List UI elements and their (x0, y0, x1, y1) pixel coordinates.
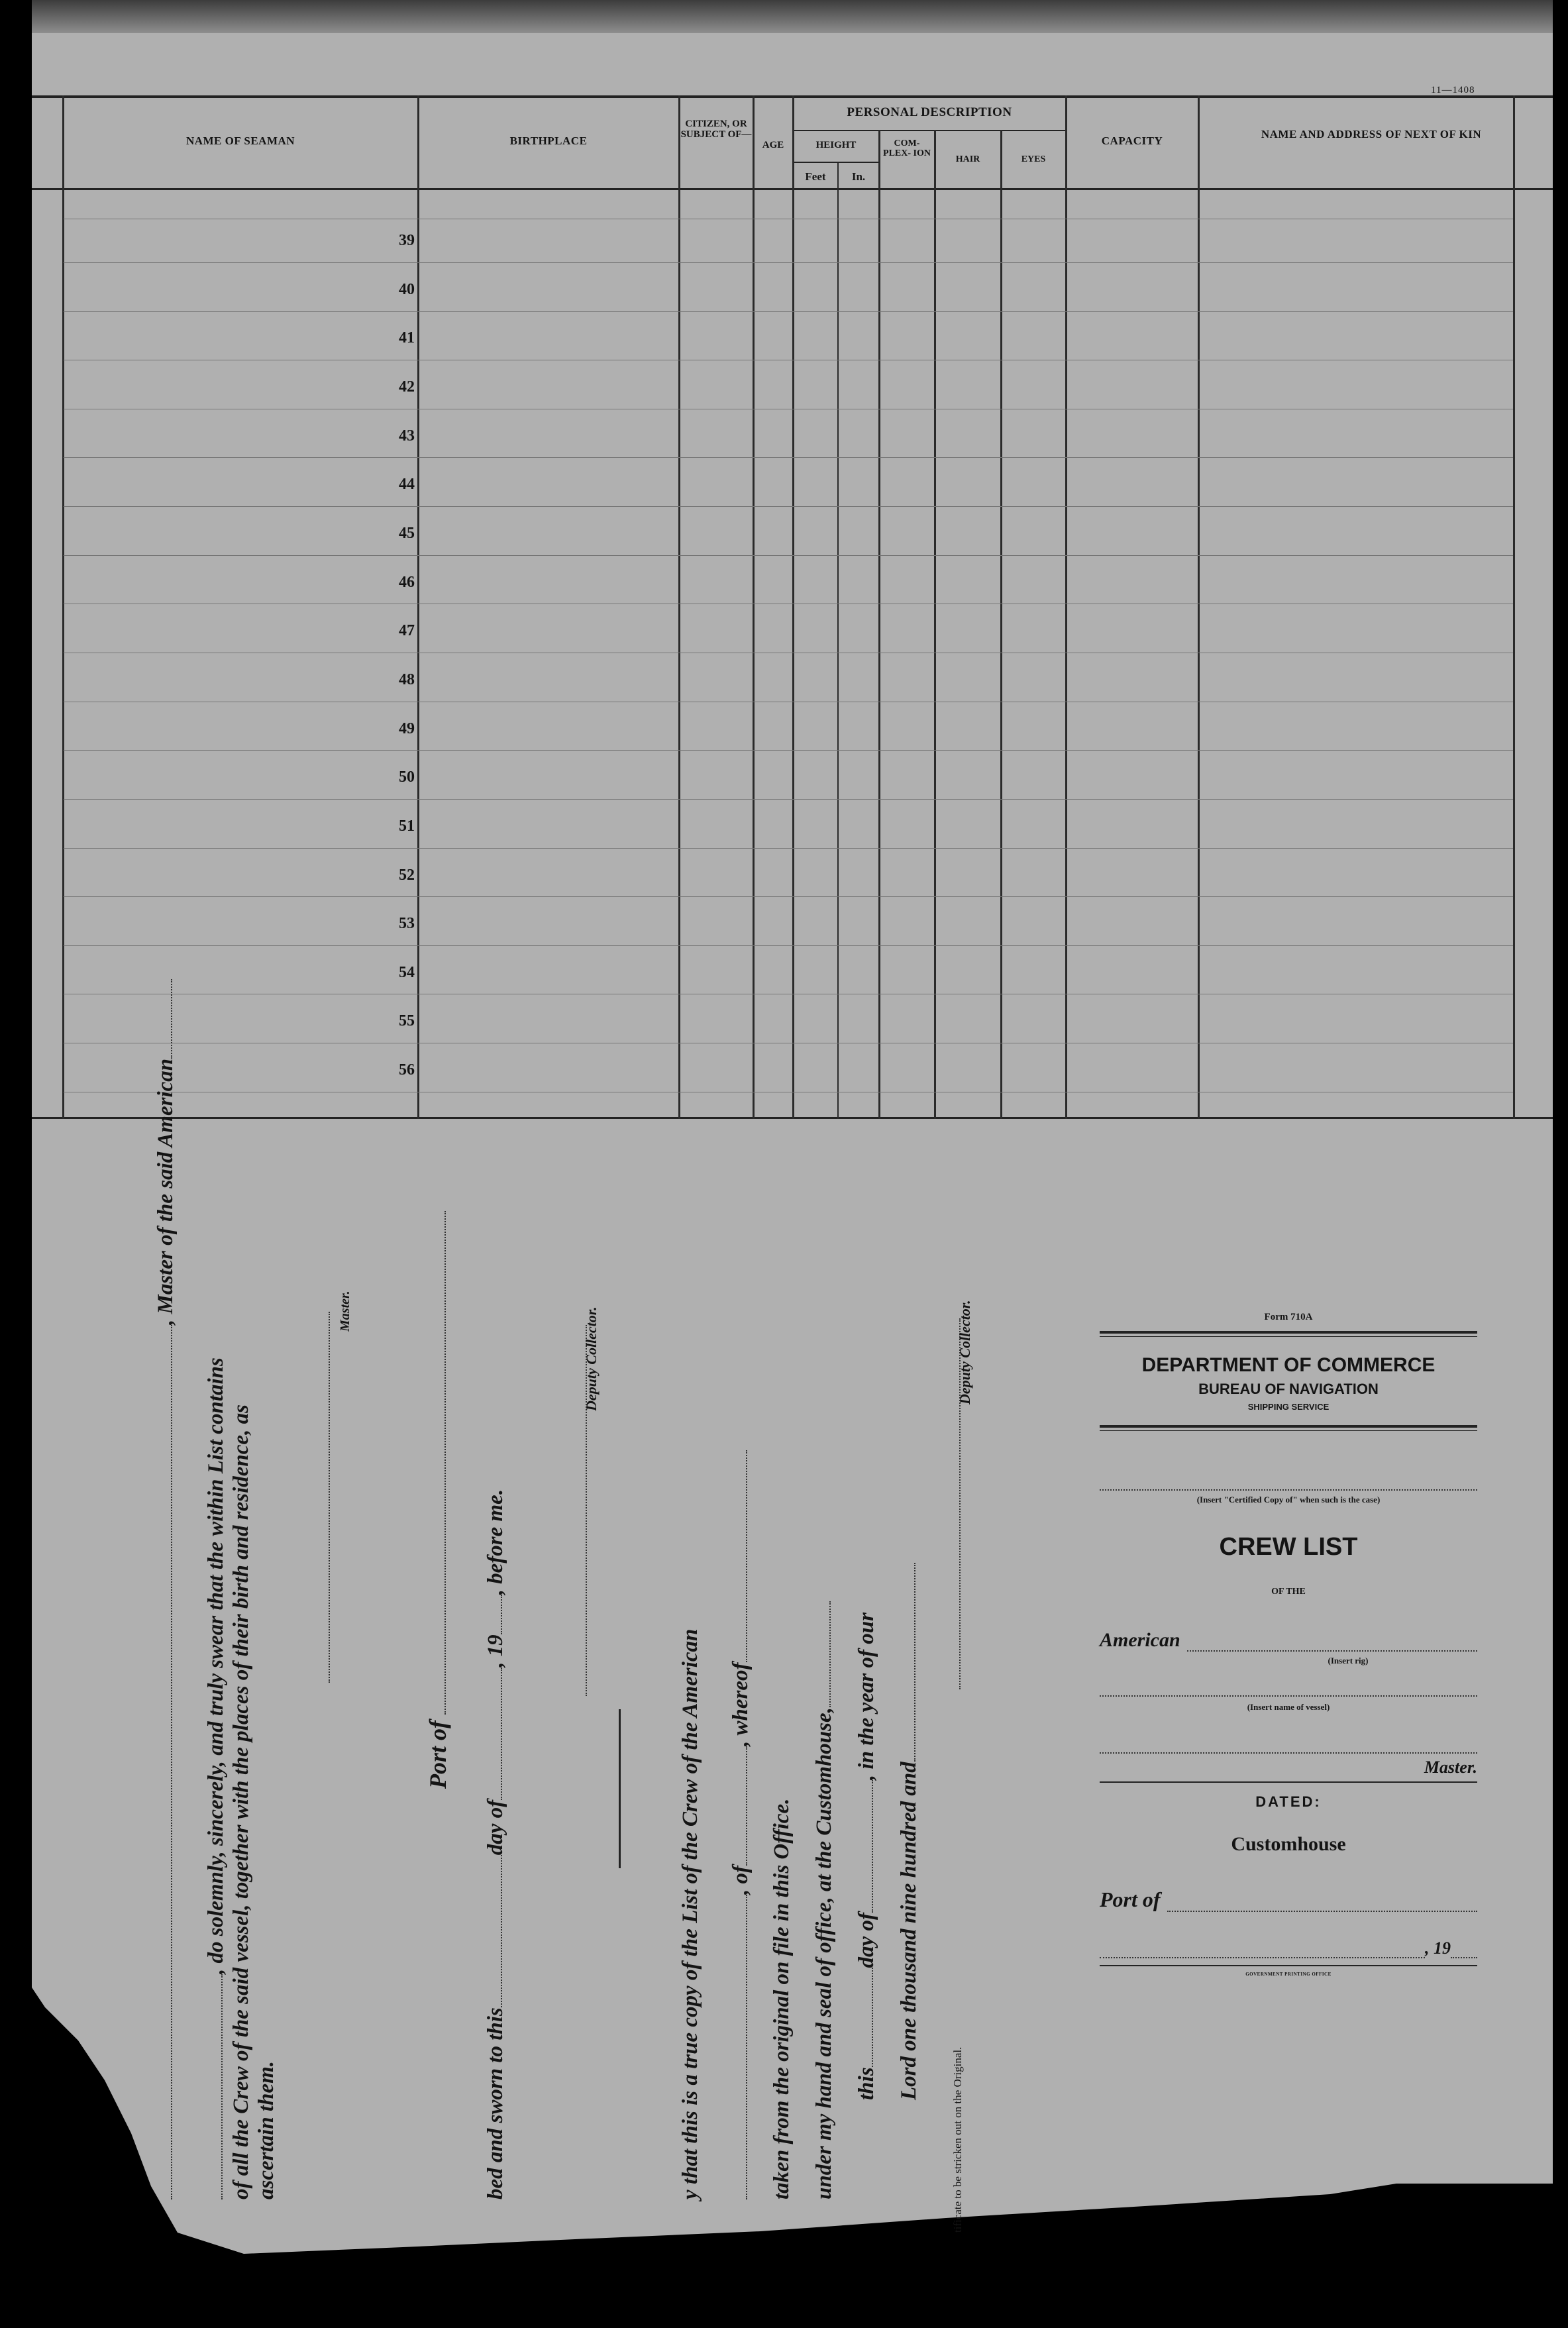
deputy-collector-label-2: Deputy Collector. (957, 1300, 973, 1404)
row-rule (64, 506, 1513, 507)
col-line (753, 95, 755, 1119)
master-name-cover-field[interactable] (1100, 1739, 1477, 1754)
row-rule (64, 457, 1513, 458)
customhouse-label: Customhouse (1231, 1833, 1346, 1855)
certificate-line-4: under my hand and seal of office, at the Customhouse, (812, 1601, 837, 2199)
footnote: tificate to be stricken out on the Original. (951, 2046, 964, 2233)
col-line (792, 95, 794, 1119)
row-number: 55 (399, 1012, 415, 1030)
row-number: 39 (399, 232, 415, 249)
col-line (62, 95, 64, 1119)
cert-day-field[interactable] (872, 1968, 873, 2067)
oath-line-2: , do solemnly, sincerely, and truly swear that the within List contains (204, 1357, 229, 2199)
cover-rule (1100, 1331, 1477, 1334)
header-complexion: COM- PLEX- ION (883, 138, 931, 158)
header-next-of-kin: NAME AND ADDRESS OF NEXT OF KIN (1261, 128, 1482, 140)
cover-port-field[interactable] (1167, 1897, 1477, 1912)
row-number: 45 (399, 525, 415, 542)
cover-year-field[interactable] (1451, 1944, 1477, 1958)
col-line (1000, 130, 1002, 1119)
deputy-collector-label-1: Deputy Collector. (583, 1306, 600, 1411)
rig-field[interactable] (1187, 1637, 1477, 1652)
height-rule (794, 162, 880, 163)
master-label: Master. (338, 1291, 352, 1332)
cert-month-field[interactable] (872, 1780, 873, 1913)
vessel-name-field[interactable] (1100, 1682, 1477, 1697)
header-name-of-seaman: NAME OF SEAMAN (185, 134, 295, 147)
cert-vessel-field[interactable] (746, 1895, 747, 2199)
row-rule (64, 945, 1513, 946)
personal-description-rule (794, 130, 1065, 131)
port-of-field[interactable] (444, 1211, 446, 1715)
row-number: 41 (399, 329, 415, 346)
row-rule (64, 311, 1513, 312)
printer-imprint: GOVERNMENT PRINTING OFFICE (1245, 1972, 1332, 1977)
department-title: DEPARTMENT OF COMMERCE (1141, 1354, 1436, 1376)
cert-of-field[interactable] (746, 1746, 747, 1866)
row-number: 52 (399, 867, 415, 884)
header-capacity: CAPACITY (1101, 134, 1163, 147)
subscribed-year-field[interactable] (501, 1595, 502, 1634)
dated-label: DATED: (1255, 1793, 1322, 1810)
col-line (1513, 95, 1515, 1119)
certified-note: (Insert "Certified Copy of" when such is the case) (1196, 1495, 1381, 1505)
subscribed-line: bed and sworn to thisday of, 19, before me. (484, 1489, 507, 2199)
row-rule (64, 896, 1513, 897)
cover-date-field[interactable] (1100, 1944, 1425, 1958)
certificate-line-2: , of, whereof (729, 1451, 753, 2200)
row-rule (64, 750, 1513, 751)
master-name-field[interactable] (171, 1325, 172, 2199)
insert-vessel-note: (Insert name of vessel) (1247, 1702, 1330, 1712)
certificate-line-1: y that this is a true copy of the List of the Crew of the American (678, 1628, 702, 2199)
row-number: 56 (399, 1061, 415, 1079)
master-signature-line (317, 1312, 334, 1683)
port-of-line: Port of (424, 1211, 452, 1789)
row-number: 43 (399, 427, 415, 445)
cover-rule (1100, 1781, 1477, 1783)
certified-copy-field[interactable] (1100, 1476, 1477, 1491)
cover-rule (1100, 1336, 1477, 1337)
oath-fill[interactable] (171, 979, 172, 1059)
certificate-line-6: Lord one thousand nine hundred and (897, 1563, 921, 2100)
row-number: 50 (399, 768, 415, 786)
row-number: 51 (399, 818, 415, 835)
oath-fill[interactable] (221, 1974, 223, 2199)
row-rule (64, 555, 1513, 556)
bureau-title: BUREAU OF NAVIGATION (1198, 1381, 1379, 1397)
cover-rule (1100, 1430, 1477, 1431)
oath-line-1: , Master of the said American (154, 979, 178, 2199)
crew-list-title: CREW LIST (1219, 1533, 1358, 1561)
row-number: 40 (399, 281, 415, 298)
cover-year-label: , 19 (1425, 1938, 1451, 1958)
certificate-line-3: taken from the original on file in this Office. (770, 1798, 794, 2199)
cover-rule (1100, 1425, 1477, 1428)
oath-line-3: of all the Crew of the said vessel, together with the places of their birth and residence, as (229, 1404, 253, 2199)
cover-rule (1100, 1965, 1477, 1966)
cover-port-of-label: Port of (1100, 1887, 1161, 1911)
master-signature-field[interactable] (329, 1312, 330, 1683)
row-rule (64, 799, 1513, 800)
cover-panel (1100, 1312, 1477, 1977)
header-feet: Feet (805, 170, 826, 183)
header-personal-description: PERSONAL DESCRIPTION (847, 105, 1012, 119)
row-number: 44 (399, 476, 415, 493)
form-label: Form 710A (1264, 1312, 1313, 1322)
row-number: 49 (399, 720, 415, 737)
cert-year-field[interactable] (914, 1563, 915, 1762)
form-number: 11—1408 (1431, 85, 1475, 95)
customhouse-field[interactable] (829, 1601, 831, 1707)
cover-port-line (1100, 1887, 1477, 1912)
col-line (417, 95, 419, 1119)
col-line (837, 163, 839, 1119)
row-number: 48 (399, 671, 415, 688)
oath-line-4: ascertain them. (254, 2060, 278, 2199)
service-title: SHIPPING SERVICE (1247, 1402, 1330, 1412)
col-line (1065, 95, 1067, 1119)
row-number: 53 (399, 915, 415, 932)
row-number: 54 (399, 964, 415, 981)
certificate-line-5: thisday of, in the year of our (855, 1613, 878, 2100)
row-number: 46 (399, 574, 415, 591)
subscribed-day-field[interactable] (501, 1855, 502, 2007)
rig-line (1100, 1629, 1477, 1652)
subscribed-month-field[interactable] (501, 1667, 502, 1800)
col-line (678, 95, 680, 1119)
header-height: HEIGHT (815, 140, 857, 150)
row-rule (64, 262, 1513, 263)
col-line (934, 130, 936, 1119)
cover-master-label: Master. (1424, 1758, 1477, 1777)
header-citizen: CITIZEN, OR SUBJECT OF— (680, 119, 752, 140)
scan-top-edge (32, 0, 1553, 33)
header-inches: In. (851, 170, 866, 183)
cover-date-line (1100, 1938, 1477, 1958)
row-number: 42 (399, 378, 415, 396)
row-number: 47 (399, 622, 415, 639)
header-hair: HAIR (955, 154, 980, 164)
header-age: AGE (762, 140, 784, 150)
header-eyes: EYES (1021, 154, 1046, 164)
section-divider (619, 1709, 621, 1868)
insert-rig-note: (Insert rig) (1328, 1656, 1369, 1666)
col-line (878, 130, 880, 1119)
col-line (1198, 95, 1200, 1119)
row-rule (64, 848, 1513, 849)
of-the-label: OF THE (1271, 1587, 1306, 1597)
american-label: American (1100, 1629, 1180, 1651)
cert-whereof-field[interactable] (746, 1451, 747, 1663)
header-birthplace: BIRTHPLACE (509, 134, 588, 147)
